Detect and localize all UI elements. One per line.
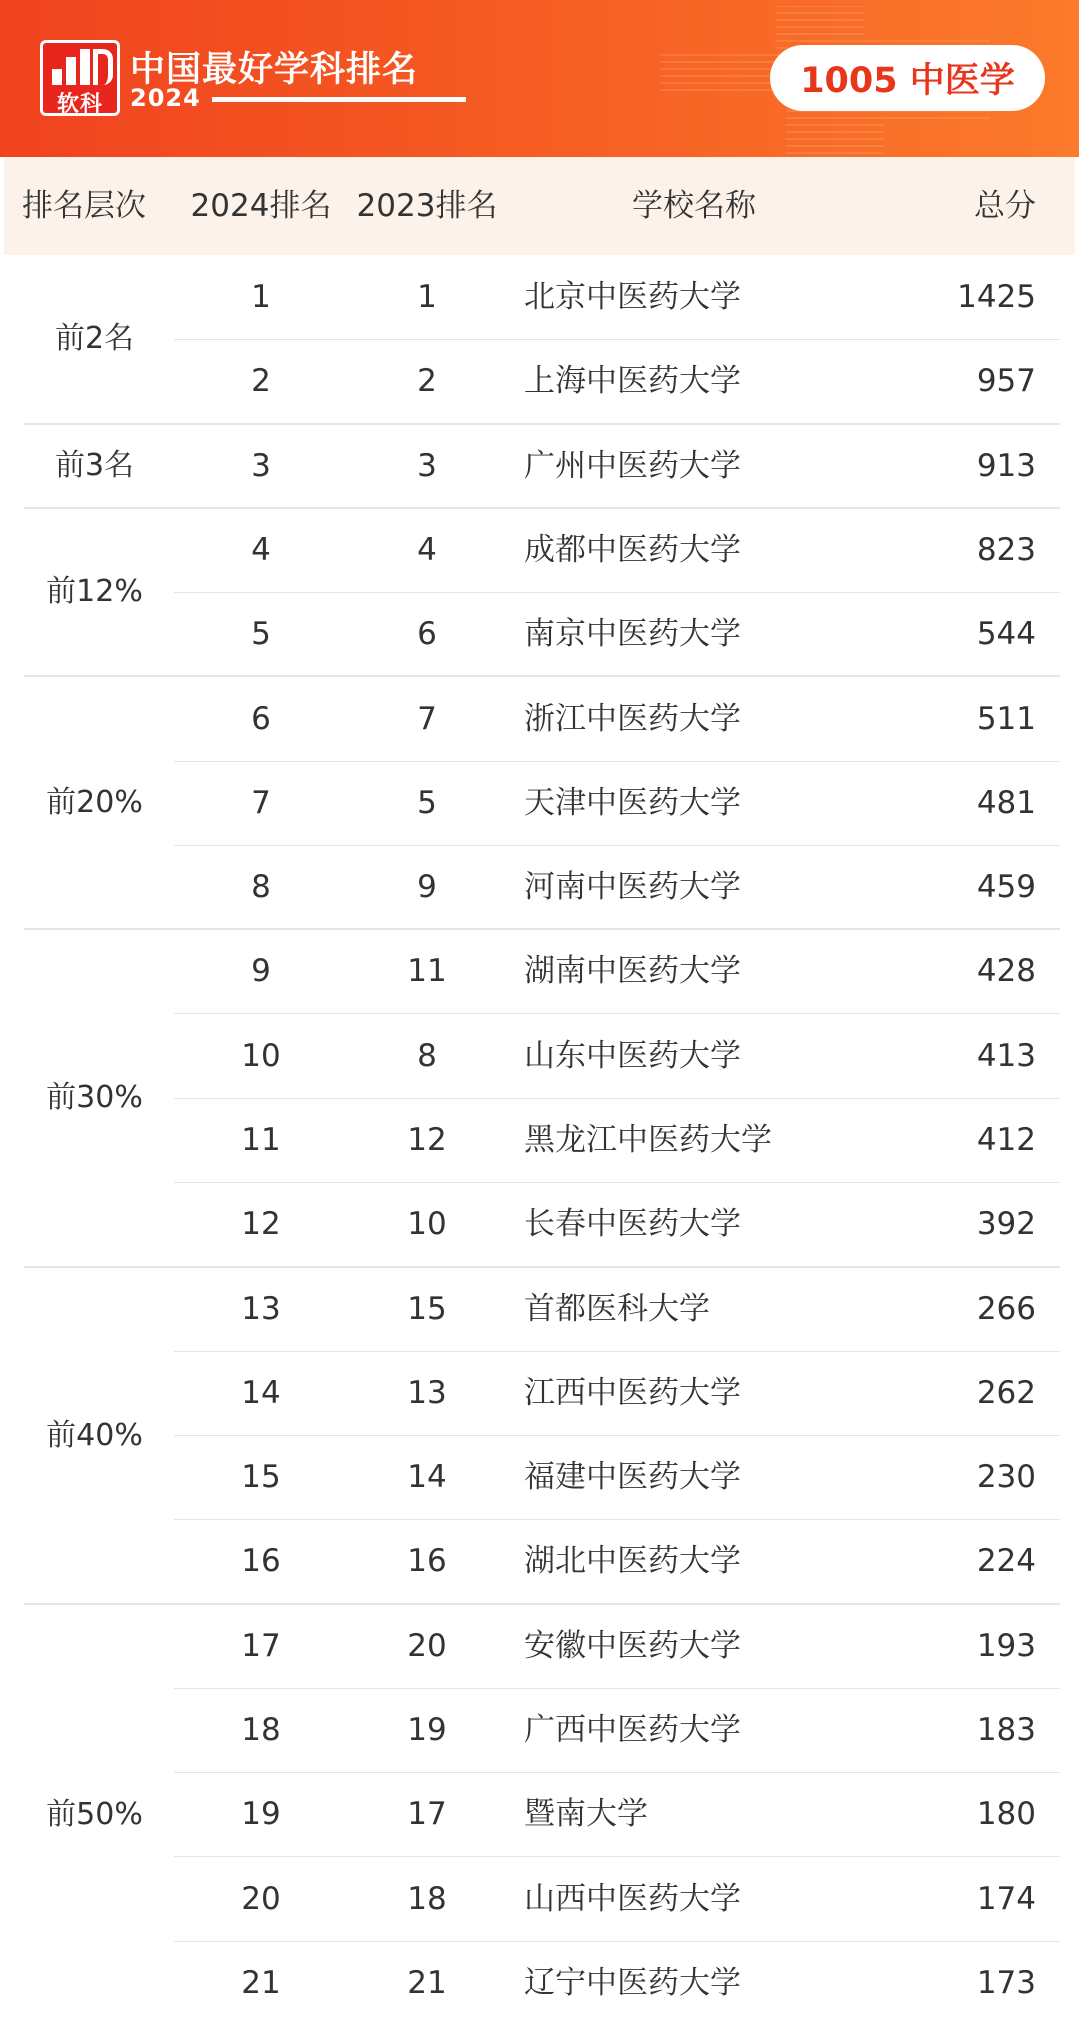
header-rank-2024: 2024排名 bbox=[190, 188, 332, 224]
table-row bbox=[4, 1941, 1075, 2025]
school-name-cell: 湖南中医药大学 bbox=[524, 953, 741, 990]
school-name-cell: 广州中医药大学 bbox=[524, 447, 741, 484]
table-row bbox=[4, 1014, 1075, 1098]
tier-label: 前12% bbox=[46, 573, 143, 609]
school-name-cell: 天津中医药大学 bbox=[524, 784, 741, 821]
total-score-cell: 183 bbox=[976, 1712, 1036, 1749]
rank-2024-cell: 6 bbox=[251, 700, 271, 737]
tier-label: 前40% bbox=[46, 1417, 143, 1453]
tier-group bbox=[4, 424, 1075, 508]
table-row bbox=[4, 1182, 1075, 1266]
total-score-cell: 392 bbox=[976, 1206, 1036, 1243]
table-header bbox=[4, 157, 1075, 255]
table-row bbox=[4, 508, 1075, 592]
table-row bbox=[4, 929, 1075, 1013]
title-underline bbox=[212, 97, 466, 102]
total-score-cell: 1425 bbox=[957, 279, 1036, 315]
rank-2023-cell: 9 bbox=[417, 869, 437, 906]
school-name-cell: 山东中医药大学 bbox=[524, 1037, 741, 1074]
logo-bar-icon bbox=[66, 57, 76, 85]
school-name-cell: 河南中医药大学 bbox=[524, 869, 741, 906]
total-score-cell: 459 bbox=[976, 869, 1036, 906]
total-score-cell: 224 bbox=[976, 1543, 1036, 1580]
total-score-cell: 180 bbox=[976, 1796, 1036, 1833]
table-row bbox=[4, 339, 1075, 423]
rank-2023-cell: 17 bbox=[407, 1796, 447, 1833]
total-score-cell: 957 bbox=[976, 363, 1036, 400]
table-row bbox=[4, 1772, 1075, 1856]
rank-2023-cell: 1 bbox=[417, 279, 437, 315]
rank-2023-cell: 15 bbox=[407, 1290, 447, 1327]
rank-2024-cell: 9 bbox=[251, 953, 271, 990]
rank-2023-cell: 21 bbox=[407, 1964, 447, 2001]
rank-2023-cell: 12 bbox=[407, 1121, 447, 1158]
tier-group bbox=[4, 508, 1075, 677]
logo-text: 软科 bbox=[56, 92, 103, 117]
table-row bbox=[4, 1435, 1075, 1519]
table-row bbox=[4, 677, 1075, 761]
header-total-score: 总分 bbox=[974, 188, 1036, 224]
rank-2023-cell: 4 bbox=[417, 531, 437, 568]
tier-label: 前2名 bbox=[54, 321, 135, 356]
tier-group bbox=[4, 1267, 1075, 1604]
rank-2023-cell: 13 bbox=[407, 1374, 447, 1411]
table-row bbox=[4, 1351, 1075, 1435]
tier-group bbox=[4, 255, 1075, 424]
table-row bbox=[4, 845, 1075, 929]
rank-2023-cell: 5 bbox=[417, 784, 437, 821]
school-name-cell: 南京中医药大学 bbox=[524, 616, 741, 653]
total-score-cell: 262 bbox=[976, 1374, 1036, 1411]
school-name-cell: 浙江中医药大学 bbox=[524, 700, 741, 737]
total-score-cell: 544 bbox=[976, 616, 1036, 653]
total-score-cell: 413 bbox=[976, 1037, 1036, 1074]
school-name-cell: 湖北中医药大学 bbox=[524, 1543, 741, 1580]
school-name-cell: 首都医科大学 bbox=[524, 1290, 710, 1327]
table-row bbox=[4, 1519, 1075, 1603]
rank-2023-cell: 2 bbox=[417, 363, 437, 400]
table-row bbox=[4, 255, 1075, 339]
total-score-cell: 511 bbox=[976, 700, 1036, 737]
school-name-cell: 广西中医药大学 bbox=[524, 1712, 741, 1749]
total-score-cell: 174 bbox=[976, 1880, 1036, 1917]
rank-2024-cell: 10 bbox=[241, 1037, 281, 1074]
rank-2024-cell: 8 bbox=[251, 869, 271, 906]
table-row bbox=[4, 1098, 1075, 1182]
ranking-year: 2024 bbox=[130, 84, 201, 112]
school-name-cell: 上海中医药大学 bbox=[524, 363, 741, 400]
rank-2024-cell: 21 bbox=[241, 1964, 281, 2001]
rank-2023-cell: 6 bbox=[417, 616, 437, 653]
logo-bar-icon bbox=[52, 69, 62, 85]
school-name-cell: 长春中医药大学 bbox=[524, 1206, 741, 1243]
table-row bbox=[4, 1857, 1075, 1941]
rank-2023-cell: 18 bbox=[407, 1880, 447, 1917]
tier-label: 前3名 bbox=[54, 447, 135, 483]
school-name-cell: 成都中医药大学 bbox=[524, 531, 741, 568]
rank-2023-cell: 16 bbox=[407, 1543, 447, 1580]
logo-bar-icon bbox=[80, 49, 90, 85]
total-score-cell: 412 bbox=[976, 1121, 1036, 1158]
total-score-cell: 913 bbox=[976, 447, 1036, 484]
school-name-cell: 黑龙江中医药大学 bbox=[524, 1121, 772, 1158]
school-name-cell: 山西中医药大学 bbox=[524, 1880, 741, 1917]
rank-2023-cell: 3 bbox=[417, 447, 437, 484]
tier-group bbox=[4, 929, 1075, 1266]
rank-2024-cell: 13 bbox=[241, 1290, 281, 1327]
total-score-cell: 823 bbox=[976, 531, 1036, 568]
tier-group bbox=[4, 1604, 1075, 2026]
rank-2023-cell: 20 bbox=[407, 1627, 447, 1664]
table-row bbox=[4, 1688, 1075, 1772]
header-tier: 排名层次 bbox=[22, 188, 146, 224]
tier-label: 前50% bbox=[46, 1796, 143, 1832]
table-row bbox=[4, 1604, 1075, 1688]
ranking-table bbox=[4, 157, 1075, 2026]
tier-group bbox=[4, 677, 1075, 930]
rank-2024-cell: 2 bbox=[251, 363, 271, 400]
rank-2024-cell: 7 bbox=[251, 784, 271, 821]
header-banner bbox=[0, 0, 1079, 157]
rank-2024-cell: 18 bbox=[241, 1712, 281, 1749]
rank-2024-cell: 11 bbox=[241, 1121, 281, 1158]
table-row bbox=[4, 1267, 1075, 1351]
rank-2024-cell: 19 bbox=[241, 1796, 281, 1833]
table-row bbox=[4, 424, 1075, 508]
total-score-cell: 266 bbox=[976, 1290, 1036, 1327]
total-score-cell: 428 bbox=[976, 953, 1036, 990]
rank-2024-cell: 16 bbox=[241, 1543, 281, 1580]
total-score-cell: 230 bbox=[976, 1459, 1036, 1496]
subject-badge: 1005 中医学 bbox=[770, 45, 1045, 111]
rank-2023-cell: 8 bbox=[417, 1037, 437, 1074]
rank-2024-cell: 3 bbox=[251, 447, 271, 484]
tier-label: 前30% bbox=[46, 1080, 143, 1116]
rank-2023-cell: 10 bbox=[407, 1206, 447, 1243]
rank-2024-cell: 4 bbox=[251, 531, 271, 568]
rank-2024-cell: 20 bbox=[241, 1880, 281, 1917]
table-row bbox=[4, 761, 1075, 845]
rank-2024-cell: 17 bbox=[241, 1627, 281, 1664]
ranking-title: 中国最好学科排名 bbox=[130, 50, 419, 90]
rank-2023-cell: 19 bbox=[407, 1712, 447, 1749]
tier-label: 前20% bbox=[46, 784, 143, 820]
rank-2024-cell: 12 bbox=[241, 1206, 281, 1243]
header-rank-2023: 2023排名 bbox=[356, 188, 498, 224]
total-score-cell: 193 bbox=[976, 1627, 1036, 1664]
logo-r-icon bbox=[93, 49, 113, 85]
total-score-cell: 173 bbox=[976, 1964, 1036, 2001]
school-name-cell: 北京中医药大学 bbox=[524, 279, 741, 315]
school-name-cell: 辽宁中医药大学 bbox=[524, 1964, 741, 2001]
rank-2023-cell: 11 bbox=[407, 953, 447, 990]
school-name-cell: 安徽中医药大学 bbox=[524, 1627, 741, 1664]
rank-2023-cell: 14 bbox=[407, 1459, 447, 1496]
header-school-name: 学校名称 bbox=[632, 188, 756, 224]
rank-2024-cell: 14 bbox=[241, 1374, 281, 1411]
rank-2024-cell: 5 bbox=[251, 616, 271, 653]
rank-2024-cell: 1 bbox=[251, 279, 271, 315]
school-name-cell: 江西中医药大学 bbox=[524, 1374, 741, 1411]
shanghairanking-logo bbox=[40, 40, 120, 116]
table-row bbox=[4, 592, 1075, 676]
school-name-cell: 暨南大学 bbox=[524, 1796, 648, 1833]
rank-2023-cell: 7 bbox=[417, 700, 437, 737]
school-name-cell: 福建中医药大学 bbox=[524, 1459, 741, 1496]
total-score-cell: 481 bbox=[976, 784, 1036, 821]
rank-2024-cell: 15 bbox=[241, 1459, 281, 1496]
